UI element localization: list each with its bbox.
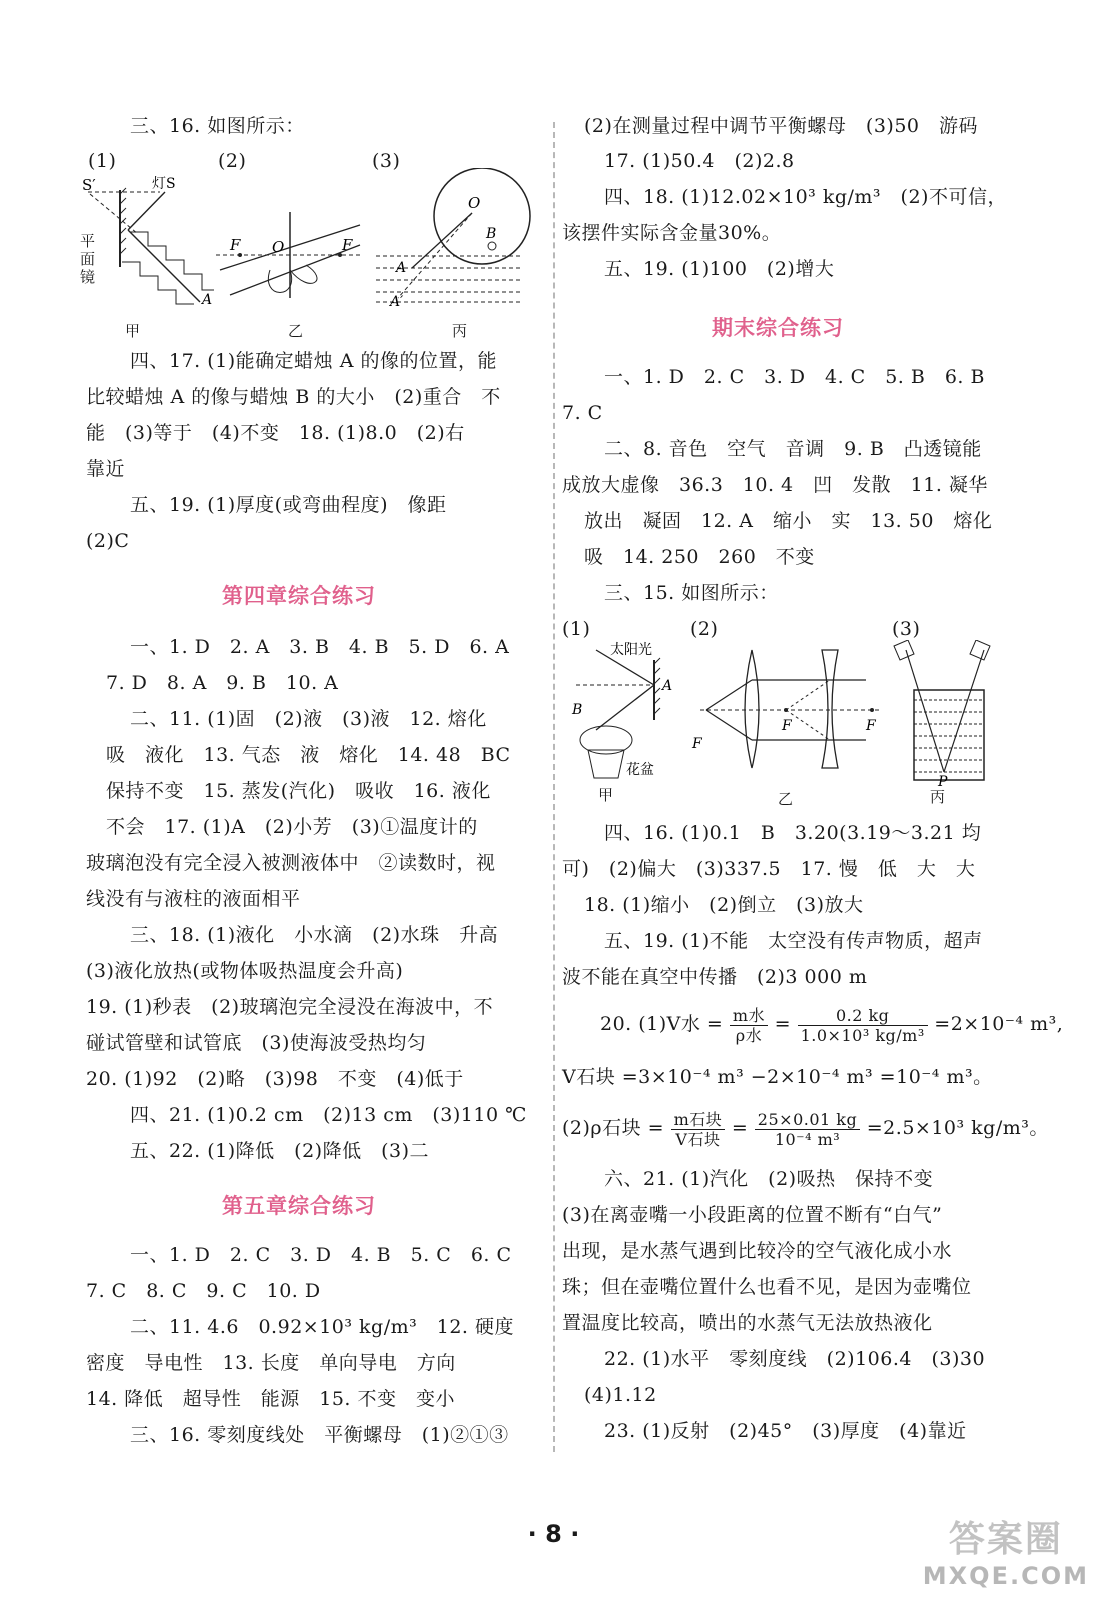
ch4-line-5: 保持不变 15. 蒸发(汽化) 吸收 16. 液化	[106, 780, 491, 802]
ch4-line-11: 19. (1)秒表 (2)玻璃泡完全浸没在海波中，不	[86, 996, 494, 1018]
ch4-line-6: 不会 17. (1)A (2)小芳 (3)①温度计的	[106, 816, 478, 838]
ch4-line-15: 五、22. (1)降低 (2)降低 (3)二	[130, 1140, 429, 1162]
ch4-line-7: 玻璃泡没有完全浸入被测液体中 ②读数时，视	[86, 852, 496, 874]
a-label-3: A	[396, 260, 407, 276]
q18-line: 靠近	[86, 458, 126, 480]
ch5-line-3: 二、11. 4.6 0.92×10³ kg/m³ 12. 硬度	[130, 1316, 514, 1338]
final-line-6: 吸 14. 250 260 不变	[584, 546, 815, 568]
eq20-eq: =	[774, 1013, 792, 1035]
ch4-line-13: 20. (1)92 (2)略 (3)98 不变 (4)低于	[86, 1068, 464, 1090]
final-line-19: 珠；但在壶嘴位置什么也看不见，是因为壶嘴位	[562, 1276, 972, 1298]
pond-diagram	[372, 168, 542, 318]
f-left-label: F	[230, 236, 241, 254]
eq20-prefix: 20. (1)V水 =	[600, 1013, 724, 1035]
r-line-3: 四、18. (1)12.02×10³ kg/m³ (2)不可信，	[604, 186, 1007, 208]
eq20b-frac1-num: m石块	[671, 1110, 726, 1130]
pot-label: 花盆	[626, 762, 654, 778]
a-prime-label: A′	[390, 294, 404, 310]
f-right-label: F	[342, 236, 353, 254]
watermark-en: MXQE.COM	[922, 1562, 1089, 1590]
fig-r-label-1: (1)	[562, 618, 591, 640]
figB-caption: 乙	[778, 790, 794, 808]
ch4-line-14: 四、21. (1)0.2 cm (2)13 cm (3)110 ℃	[130, 1104, 527, 1126]
final-line-12: 波不能在真空中传播 (2)3 000 m	[562, 966, 868, 988]
f-label-r1: F	[692, 736, 702, 752]
figC-caption: 丙	[930, 788, 946, 806]
ch5-line-1: 一、1. D 2. C 3. D 4. B 5. C 6. C	[130, 1244, 512, 1266]
eq20-frac1	[730, 1006, 768, 1045]
final-line-18: 出现，是水蒸气遇到比较冷的空气液化成小水	[562, 1240, 953, 1262]
a-label: A	[202, 292, 213, 308]
ch5-line-2: 7. C 8. C 9. C 10. D	[86, 1280, 321, 1302]
final-line-11: 五、19. (1)不能 太空没有传声物质，超声	[604, 930, 983, 952]
eq20-frac2-den: 1.0×10³ kg/m³	[800, 1025, 925, 1045]
final-line-5: 放出 凝固 12. A 缩小 实 13. 50 熔化	[584, 510, 993, 532]
lens-pair-diagram	[686, 640, 886, 770]
ch4-line-1: 一、1. D 2. A 3. B 4. B 5. D 6. A	[130, 636, 510, 658]
eq20-tail: =2×10⁻⁴ m³,	[934, 1013, 1064, 1035]
q16-header: 三、16. 如图所示：	[130, 115, 305, 137]
f-label-r2: F	[782, 718, 792, 734]
lens-diagram	[210, 200, 370, 310]
ch4-line-9: 三、18. (1)液化 小水滴 (2)水珠 升高	[130, 924, 499, 946]
q19-line2: (2)C	[86, 530, 130, 552]
eq20b-frac2-den: 10⁻⁴ m³	[774, 1129, 841, 1149]
final-line-9: 可) (2)偏大 (3)337.5 17. 慢 低 大 大	[562, 858, 976, 880]
eq20b-eq: =	[731, 1117, 749, 1139]
ch5-line-4: 密度 导电性 13. 长度 单向导电 方向	[86, 1352, 456, 1374]
chapter-5-title: 第五章综合练习	[222, 1194, 376, 1218]
eq20b-prefix: (2)ρ石块 =	[562, 1117, 665, 1139]
mirror-label: 平面镜	[80, 232, 96, 286]
fig-label-3: (3)	[372, 150, 401, 172]
eq20-frac2-num: 0.2 kg	[798, 1006, 928, 1026]
ch4-line-8: 线没有与液柱的液面相平	[86, 888, 301, 910]
q19-line1: 五、19. (1)厚度(或弯曲程度) 像距	[130, 494, 447, 516]
eq20-frac2	[798, 1006, 928, 1045]
ch4-line-12: 碰试管壁和试管底 (3)使海波受热均匀	[86, 1032, 427, 1054]
p-label: P	[938, 774, 948, 790]
a-label-r: A	[662, 678, 673, 694]
final-line-10: 18. (1)缩小 (2)倒立 (3)放大	[584, 894, 864, 916]
eq20-frac1-num: m水	[730, 1006, 768, 1026]
final-line-3: 二、8. 音色 空气 音调 9. B 凸透镜能	[604, 438, 982, 460]
watermark-logo	[923, 1511, 1089, 1590]
final-line-23: 23. (1)反射 (2)45° (3)厚度 (4)靠近	[604, 1420, 967, 1442]
r-line-4: 该摆件实际含金量30%。	[562, 222, 782, 244]
final-line-22: (4)1.12	[584, 1384, 657, 1406]
eq20b-frac1-den: V石块	[675, 1129, 721, 1149]
ch4-line-10: (3)液化放热(或物体吸热温度会升高)	[86, 960, 404, 982]
final-line-21: 22. (1)水平 零刻度线 (2)106.4 (3)30	[604, 1348, 986, 1370]
chapter-4-title: 第四章综合练习	[222, 584, 376, 608]
final-exam-title: 期末综合练习	[712, 316, 844, 340]
eq20-frac1-den: ρ水	[735, 1025, 763, 1045]
q17-line3: 能 (3)等于 (4)不变 18. (1)8.0 (2)右	[86, 422, 465, 444]
ch4-line-2: 7. D 8. A 9. B 10. A	[106, 672, 339, 694]
ch4-line-3: 二、11. (1)固 (2)液 (3)液 12. 熔化	[130, 708, 487, 730]
ch5-line-6: 三、16. 零刻度线处 平衡螺母 (1)②①③	[130, 1424, 509, 1446]
ch5-line-5: 14. 降低 超导性 能源 15. 不变 变小	[86, 1388, 456, 1410]
q17-line2: 比较蜡烛 A 的像与蜡烛 B 的大小 (2)重合 不	[86, 386, 501, 408]
sun-label: 太阳光	[610, 642, 652, 658]
b-label: B	[486, 226, 497, 242]
b-label-r: B	[572, 702, 583, 718]
ch4-line-4: 吸 液化 13. 气态 液 熔化 14. 48 BC	[106, 744, 511, 766]
final-line-17: (3)在离壶嘴一小段距离的位置不断有“白气”	[562, 1204, 943, 1226]
r-line-2: 17. (1)50.4 (2)2.8	[604, 150, 795, 172]
final-line-1: 一、1. D 2. C 3. D 4. C 5. B 6. B	[604, 366, 985, 388]
eq20b-frac2-num: 25×0.01 kg	[755, 1110, 860, 1130]
final-line-16: 六、21. (1)汽化 (2)吸热 保持不变	[604, 1168, 934, 1190]
column-divider	[553, 122, 555, 1452]
fig1-caption: 甲	[125, 322, 141, 340]
fig-label-1: (1)	[88, 150, 117, 172]
fig-label-2: (2)	[218, 150, 247, 172]
fig-r-label-2: (2)	[690, 618, 719, 640]
figA-caption: 甲	[598, 786, 614, 804]
sunlight-reflection-diagram	[566, 640, 690, 790]
eq20b-frac2	[755, 1110, 860, 1149]
o-label-3: O	[468, 194, 481, 212]
fig-r-label-3: (3)	[892, 618, 921, 640]
final-line-4: 成放大虚像 36.3 10. 4 凹 发散 11. 凝华	[562, 474, 988, 496]
r-line-5: 五、19. (1)100 (2)增大	[604, 258, 835, 280]
lamp-label: 灯S	[152, 176, 176, 192]
q17-line1: 四、17. (1)能确定蜡烛 A 的像的位置，能	[130, 350, 497, 372]
equation-20-2	[562, 1108, 1049, 1149]
eq20b-tail: =2.5×10³ kg/m³。	[866, 1117, 1049, 1139]
final-line-20: 置温度比较高，喷出的水蒸气无法放热液化	[562, 1312, 933, 1334]
final-line-7: 三、15. 如图所示：	[604, 582, 779, 604]
r-line-1: (2)在测量过程中调节平衡螺母 (3)50 游码	[584, 115, 979, 137]
fig3-caption: 丙	[452, 322, 468, 340]
f-label-r3: F	[866, 718, 876, 734]
final-line-14: V石块 =3×10⁻⁴ m³ −2×10⁻⁴ m³ =10⁻⁴ m³。	[562, 1066, 993, 1088]
page-number: · 8 ·	[527, 1520, 580, 1548]
eq20b-frac1	[671, 1110, 726, 1149]
equation-20-1	[600, 1004, 1063, 1045]
watermark-cn: 答案圈	[948, 1519, 1063, 1560]
fig2-caption: 乙	[288, 322, 304, 340]
final-line-8: 四、16. (1)0.1 B 3.20(3.19～3.21 均	[604, 822, 982, 844]
s-prime-label: S′	[82, 176, 96, 194]
beaker-diagram	[886, 640, 1006, 790]
final-line-2: 7. C	[562, 402, 603, 424]
o-label: O	[272, 238, 285, 256]
